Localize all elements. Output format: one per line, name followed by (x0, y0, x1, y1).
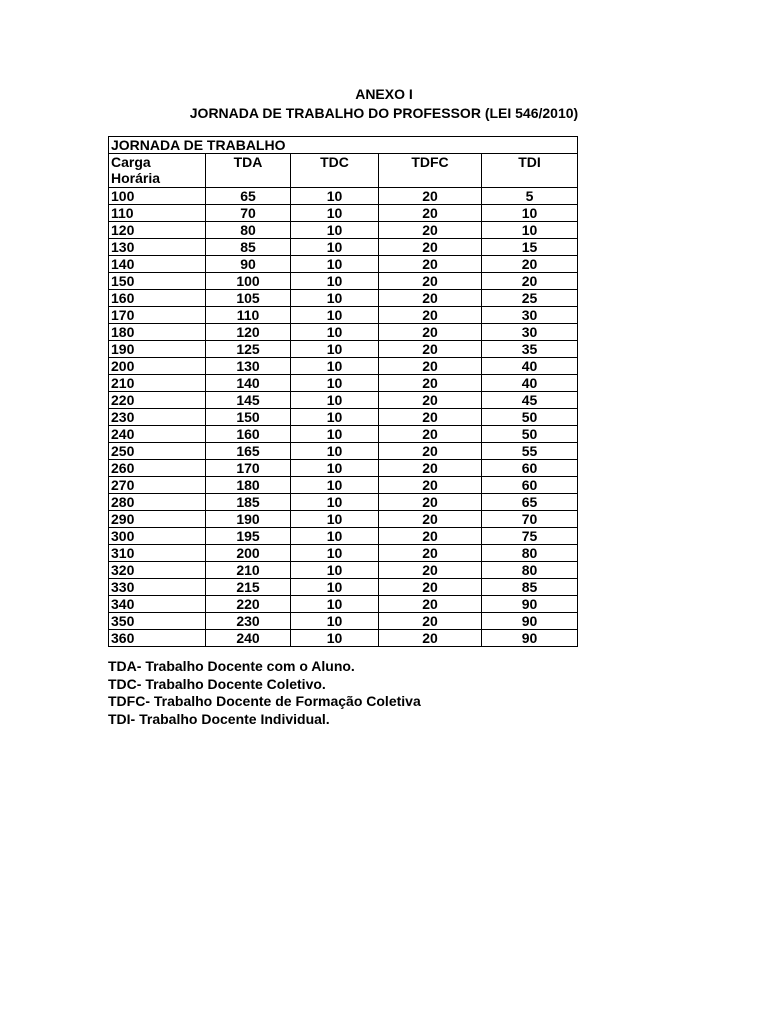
cell-carga-horaria: 320 (109, 562, 206, 579)
cell-tdi: 60 (482, 460, 578, 477)
cell-tdi: 10 (482, 222, 578, 239)
cell-tdc: 10 (291, 290, 379, 307)
cell-tda: 200 (206, 545, 291, 562)
cell-tdfc: 20 (379, 477, 482, 494)
cell-tdfc: 20 (379, 273, 482, 290)
table-row (109, 494, 578, 511)
cell-tda: 195 (206, 528, 291, 545)
cell-tdc: 10 (291, 222, 379, 239)
cell-tdi: 90 (482, 596, 578, 613)
cell-tdc: 10 (291, 460, 379, 477)
cell-tdi: 85 (482, 579, 578, 596)
cell-tda: 210 (206, 562, 291, 579)
cell-tdi: 70 (482, 511, 578, 528)
cell-tda: 170 (206, 460, 291, 477)
cell-tdi: 30 (482, 307, 578, 324)
table-row (109, 460, 578, 477)
cell-tdc: 10 (291, 307, 379, 324)
table-row (109, 562, 578, 579)
legend (108, 658, 421, 728)
cell-tdi: 65 (482, 494, 578, 511)
cell-carga-horaria: 130 (109, 239, 206, 256)
cell-carga-horaria: 280 (109, 494, 206, 511)
cell-tdi: 25 (482, 290, 578, 307)
table-row (109, 613, 578, 630)
cell-tdc: 10 (291, 375, 379, 392)
cell-tdi: 5 (482, 188, 578, 205)
cell-tdfc: 20 (379, 239, 482, 256)
cell-tdc: 10 (291, 443, 379, 460)
cell-tdfc: 20 (379, 392, 482, 409)
cell-carga-horaria: 300 (109, 528, 206, 545)
cell-tda: 90 (206, 256, 291, 273)
cell-tdi: 30 (482, 324, 578, 341)
cell-carga-horaria: 160 (109, 290, 206, 307)
cell-tda: 110 (206, 307, 291, 324)
cell-tdc: 10 (291, 477, 379, 494)
cell-tdfc: 20 (379, 426, 482, 443)
table-caption: JORNADA DE TRABALHO (109, 137, 578, 154)
cell-carga-horaria: 310 (109, 545, 206, 562)
cell-tda: 180 (206, 477, 291, 494)
cell-tdfc: 20 (379, 579, 482, 596)
cell-tdfc: 20 (379, 375, 482, 392)
cell-tda: 230 (206, 613, 291, 630)
table-row (109, 579, 578, 596)
table-row (109, 545, 578, 562)
cell-tdc: 10 (291, 613, 379, 630)
cell-carga-horaria: 360 (109, 630, 206, 647)
cell-tda: 240 (206, 630, 291, 647)
table-row (109, 290, 578, 307)
cell-tdc: 10 (291, 494, 379, 511)
cell-tdc: 10 (291, 273, 379, 290)
cell-tdc: 10 (291, 511, 379, 528)
cell-tdi: 55 (482, 443, 578, 460)
cell-tda: 120 (206, 324, 291, 341)
legend-item-tda: TDA- Trabalho Docente com o Aluno. (108, 658, 355, 674)
table-row (109, 358, 578, 375)
table-row (109, 375, 578, 392)
cell-carga-horaria: 170 (109, 307, 206, 324)
legend-item-tdi: TDI- Trabalho Docente Individual. (108, 710, 330, 727)
cell-tdfc: 20 (379, 596, 482, 613)
cell-tdi: 35 (482, 341, 578, 358)
cell-tdfc: 20 (379, 562, 482, 579)
column-header-tdc: TDC (291, 154, 379, 188)
cell-carga-horaria: 330 (109, 579, 206, 596)
cell-carga-horaria: 340 (109, 596, 206, 613)
cell-tdfc: 20 (379, 205, 482, 222)
cell-tdfc: 20 (379, 528, 482, 545)
table-row (109, 256, 578, 273)
cell-tdc: 10 (291, 239, 379, 256)
cell-tda: 185 (206, 494, 291, 511)
cell-tdi: 40 (482, 358, 578, 375)
cell-carga-horaria: 110 (109, 205, 206, 222)
cell-tdfc: 20 (379, 460, 482, 477)
cell-tdfc: 20 (379, 324, 482, 341)
cell-carga-horaria: 190 (109, 341, 206, 358)
cell-tda: 65 (206, 188, 291, 205)
column-header-tda: TDA (206, 154, 291, 188)
cell-tdi: 45 (482, 392, 578, 409)
cell-tdc: 10 (291, 630, 379, 647)
cell-carga-horaria: 200 (109, 358, 206, 375)
cell-tda: 215 (206, 579, 291, 596)
cell-carga-horaria: 100 (109, 188, 206, 205)
cell-tdi: 15 (482, 239, 578, 256)
cell-tdi: 90 (482, 613, 578, 630)
cell-carga-horaria: 350 (109, 613, 206, 630)
table-header-row (109, 154, 578, 188)
cell-tdfc: 20 (379, 630, 482, 647)
cell-tdc: 10 (291, 358, 379, 375)
cell-tdfc: 20 (379, 188, 482, 205)
annex-title: ANEXO I (355, 86, 413, 102)
table-row (109, 392, 578, 409)
cell-tdfc: 20 (379, 222, 482, 239)
cell-tdi: 10 (482, 205, 578, 222)
table-row (109, 443, 578, 460)
cell-tdi: 75 (482, 528, 578, 545)
table-row (109, 341, 578, 358)
table-row (109, 273, 578, 290)
cell-carga-horaria: 140 (109, 256, 206, 273)
cell-tdc: 10 (291, 409, 379, 426)
cell-tdc: 10 (291, 256, 379, 273)
cell-tda: 160 (206, 426, 291, 443)
cell-tdc: 10 (291, 579, 379, 596)
table-caption-row (109, 137, 578, 154)
cell-tdfc: 20 (379, 290, 482, 307)
cell-tda: 85 (206, 239, 291, 256)
cell-tdfc: 20 (379, 307, 482, 324)
table-row (109, 307, 578, 324)
cell-tda: 80 (206, 222, 291, 239)
legend-item-tdc: TDC- Trabalho Docente Coletivo. (108, 675, 326, 692)
column-header-tdi: TDI (482, 154, 578, 188)
cell-tda: 105 (206, 290, 291, 307)
cell-tda: 145 (206, 392, 291, 409)
cell-tda: 125 (206, 341, 291, 358)
cell-tdfc: 20 (379, 409, 482, 426)
cell-tdc: 10 (291, 205, 379, 222)
cell-tdfc: 20 (379, 443, 482, 460)
cell-carga-horaria: 260 (109, 460, 206, 477)
cell-tdi: 20 (482, 273, 578, 290)
cell-carga-horaria: 250 (109, 443, 206, 460)
cell-tdc: 10 (291, 188, 379, 205)
cell-tdi: 90 (482, 630, 578, 647)
table-row (109, 188, 578, 205)
cell-tdfc: 20 (379, 511, 482, 528)
table-row (109, 239, 578, 256)
cell-tda: 150 (206, 409, 291, 426)
table-row (109, 222, 578, 239)
cell-tda: 140 (206, 375, 291, 392)
cell-tdc: 10 (291, 392, 379, 409)
cell-tdi: 50 (482, 426, 578, 443)
table-row (109, 596, 578, 613)
cell-tdi: 40 (482, 375, 578, 392)
cell-tdfc: 20 (379, 494, 482, 511)
cell-tda: 130 (206, 358, 291, 375)
cell-tdi: 80 (482, 562, 578, 579)
table-row (109, 324, 578, 341)
cell-carga-horaria: 270 (109, 477, 206, 494)
table-row (109, 477, 578, 494)
cell-tdfc: 20 (379, 256, 482, 273)
cell-tdi: 80 (482, 545, 578, 562)
cell-tda: 220 (206, 596, 291, 613)
workload-table (108, 136, 578, 647)
cell-carga-horaria: 230 (109, 409, 206, 426)
cell-tdi: 50 (482, 409, 578, 426)
cell-tdc: 10 (291, 545, 379, 562)
cell-tdi: 60 (482, 477, 578, 494)
cell-carga-horaria: 150 (109, 273, 206, 290)
cell-tdfc: 20 (379, 613, 482, 630)
cell-carga-horaria: 180 (109, 324, 206, 341)
cell-tda: 100 (206, 273, 291, 290)
cell-tdc: 10 (291, 341, 379, 358)
cell-tdc: 10 (291, 324, 379, 341)
cell-tdfc: 20 (379, 358, 482, 375)
cell-carga-horaria: 120 (109, 222, 206, 239)
column-header-carga-horaria: Carga Horária (109, 154, 206, 188)
cell-carga-horaria: 210 (109, 375, 206, 392)
cell-carga-horaria: 290 (109, 511, 206, 528)
cell-tdfc: 20 (379, 545, 482, 562)
table-row (109, 205, 578, 222)
table-row (109, 409, 578, 426)
cell-carga-horaria: 220 (109, 392, 206, 409)
cell-tdfc: 20 (379, 341, 482, 358)
document-title: JORNADA DE TRABALHO DO PROFESSOR (LEI 546/2010) (189, 105, 579, 121)
legend-item-tdfc: TDFC- Trabalho Docente de Formação Coletiva (108, 693, 421, 709)
cell-tdc: 10 (291, 528, 379, 545)
table-row (109, 630, 578, 647)
table-row (109, 511, 578, 528)
table-row (109, 528, 578, 545)
cell-carga-horaria: 240 (109, 426, 206, 443)
cell-tdc: 10 (291, 562, 379, 579)
cell-tda: 165 (206, 443, 291, 460)
column-header-tdfc: TDFC (379, 154, 482, 188)
table-row (109, 426, 578, 443)
cell-tdc: 10 (291, 596, 379, 613)
cell-tda: 190 (206, 511, 291, 528)
cell-tdi: 20 (482, 256, 578, 273)
cell-tdc: 10 (291, 426, 379, 443)
cell-tda: 70 (206, 205, 291, 222)
